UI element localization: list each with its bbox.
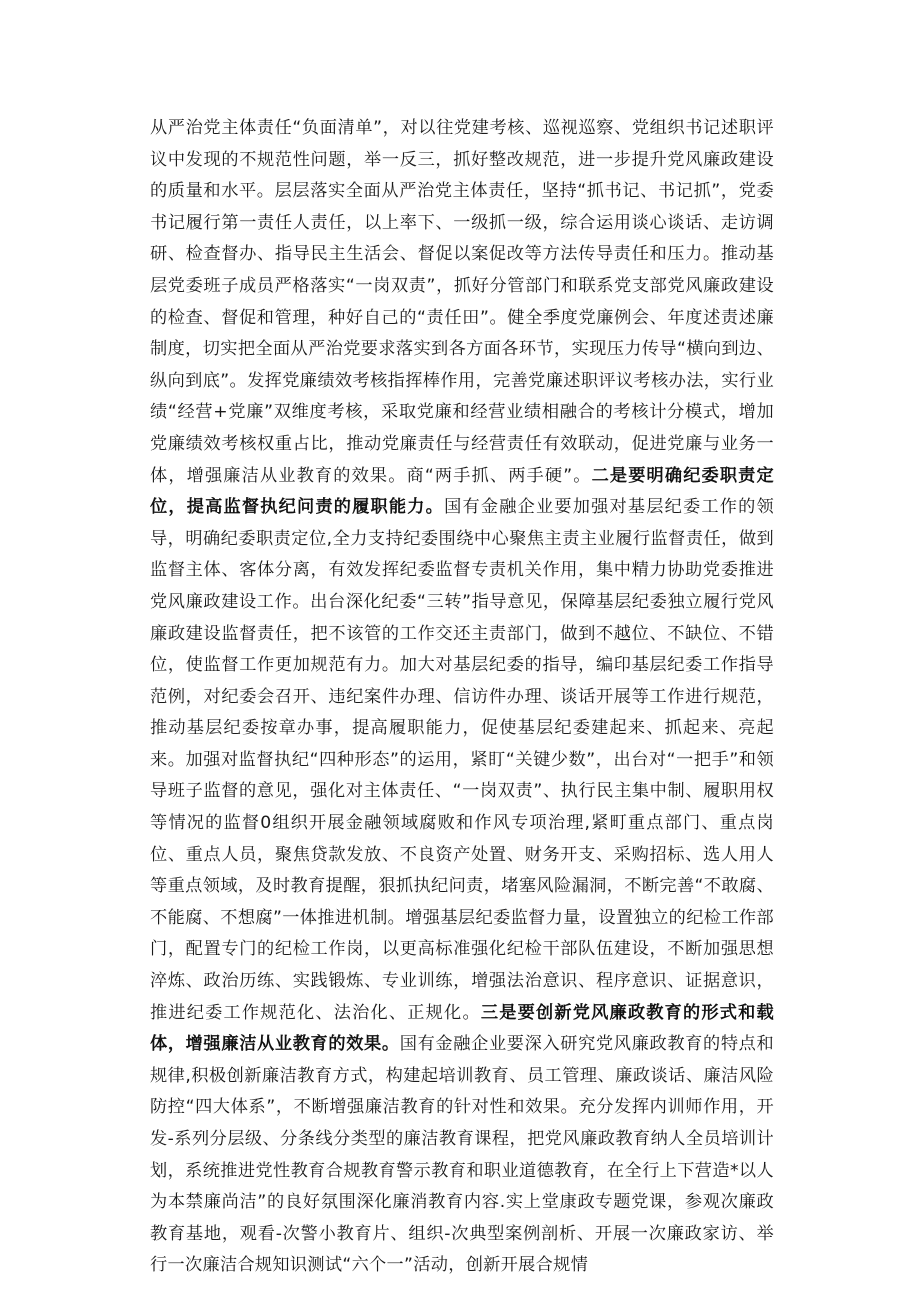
bold-heading-three: 三是要创新党风廉政教育的形式和载体，增强廉洁从业教育的效果。 [150, 1002, 774, 1055]
paragraph-text-3: 国有金融企业要深入研究党风廉政教育的特点和规律,积极创新廉洁教育方式，构建起培训教育、员工管理、廉政谈话、廉洁风险防控“四大体系”，不断增强廉洁教育的针对性和效果。充分发挥内训师作用，开发-系列分层级、分条线分类型的廉洁教育课程，把党风廉政教育纳人全员培训计划，系统推进党性教育合规教育警示教育和职业道德教育，在全行上下营造*以人为本禁廉尚洁”的良好氛围深化廉消教育内容.实上堂康政专题党课，参观次廉政教育基地，观看-次警小教育片、组织-次典型案例剖析、开展一次廉政家访、举行一次廉洁合规知识测试“六个一”活动，创新开展合规情 [150, 1034, 775, 1276]
body-paragraph [150, 113, 774, 1282]
document-page [150, 113, 774, 1282]
paragraph-text-2: 国有金融企业要加强对基层纪委工作的领导，明确纪委职责定位,全力支持纪委围绕中心聚焦主责主业履行监督责任，做到监督主体、客体分离，有效发挥纪委监督专责机关作用，集中精力协助党委推进党风廉政建设工作。出台深化纪委“三转”指导意见，保障基层纪委独立履行党风廉政建设监督责任，把不该管的工作交还主责部门，做到不越位、不缺位、不错位，使监督工作更加规范有力。加大对基层纪委的指导，编印基层纪委工作指导范例，对纪委会召开、违纪案件办理、信访件办理、谈话开展等工作进行规范，推动基层纪委按章办事，提高履职能力，促使基层纪委建起来、抓起来、亮起来。加强对监督执纪“四种形态”的运用，紧盯“关键少数”，出台对“一把手”和领导班子监督的意见，强化对主体责任、“一岗双责”、执行民主集中制、履职用权等情况的监督0组织开展金融领域腐败和作风专项治理,紧町重点部门、重点岗位、重点人员，聚焦贷款发放、不良资产处置、财务开支、采购招标、选人用人等重点领域，及时教育提醒，狠抓执纪问责，堵塞风险漏洞，不断完善“不敢腐、不能腐、不想腐”一体推进机制。增强基层纪委监督力量，设置独立的纪检工作部门，配置专门的纪检工作岗，以更高标准强化纪检干部队伍建设，不断加强思想淬炼、政治历练、实践锻炼、专业训练，增强法治意识、程序意识、证据意识，推进纪委工作规范化、法治化、正规化。 [150, 497, 774, 1023]
bold-heading-two: 二是要明确纪委职责定位，提高监督执纪问责的履职能力。 [150, 465, 774, 518]
paragraph-text-1: 从严治党主体责任“负面清单”，对以往党建考核、巡视巡察、党组织书记述职评议中发现的不规范性问题，举一反三，抓好整改规范，进一步提升党风廉政建设的质量和水平。层层落实全面从严治党主体责任，坚持“抓书记、书记抓”，党委书记履行第一责任人责任，以上率下、一级抓一级，综合运用谈心谈话、走访调研、检查督办、指导民主生活会、督促以案促改等方法传导责任和压力。推动基层党委班子成员严格落实“一岗双责”，抓好分管部门和联系党支部党风廉政建设的检查、督促和管理，种好自己的“责任田”。健全季度党廉例会、年度述责述廉制度，切实把全面从严治党要求落实到各方面各环节，实现压力传导“横向到边、纵向到底”。发挥党廉绩效考核指挥棒作用，完善党廉述职评议考核办法，实行业绩“经营+党廉”双维度考核，采取党廉和经营业绩相融合的考核计分模式，增加党廉绩效考核权重占比，推动党廉责任与经营责任有效联动，促进党廉与业务一体，增强廉洁从业教育的效果。商“两手抓、两手硬”。 [150, 118, 774, 486]
